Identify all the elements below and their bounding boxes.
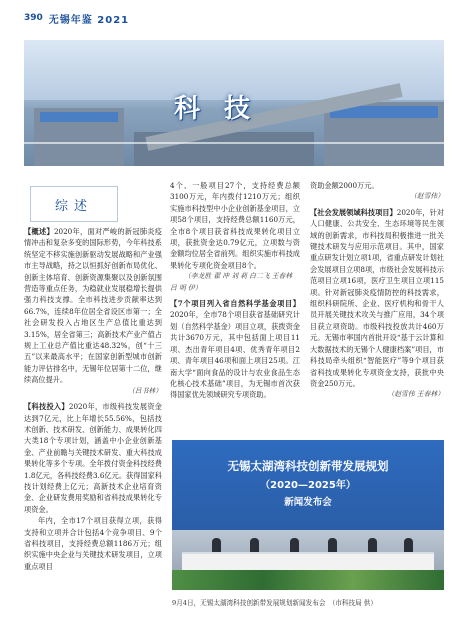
section-banner-image <box>24 40 444 166</box>
nsf-paragraph: 【7个项目列入省自然科学基金项目】2020年，全市78个项目获省基础研究计划（自然科学基金）项目立项，获拨资金共计3670万元，其中包括面上项目11项、杰出青年项目4项、优秀青年项目2项、青年项目46项和面上项目25项。江南大学“面向食品的设计与农业食品生态化核心技术基础”项目，为无锡市首次获得国家优先领域研究专项资助。 <box>170 299 300 400</box>
byline: （赵雪伟 王春林） <box>387 390 444 399</box>
column-1 <box>24 226 162 572</box>
overview-paragraph: 【概述】2020年，面对严峻的新冠肺炎疫情冲击和复杂多变的国际形势，今年科技系统坚定不移实施创新驱动发展战略和产业强市主导战略，持之以恒抓好创新布局优化、创新主体培育、创新资源集聚以及创新氛围营造等重点任务，为稳就业发展稳增长提供强力科技支撑。全市科技进步贡献率达到66.7%，连续8年位居全省设区市第一；全社会研发投入占地区生产总值比重达到3.15%，居全省第三；高新技术产业产值占规上工业总产值比重达48.32%，创“十三五”以来最高水平；在国家创新型城市创新能力评估排名中，无锡年位居第十二位，继续高位提升。 <box>24 227 162 385</box>
page-number: 390 <box>24 13 43 23</box>
yearbook-title: 无锡年鉴 2021 <box>48 14 130 26</box>
press-conference-photo <box>172 440 444 590</box>
photo-banner-line-3: 新闻发布会 <box>284 497 332 508</box>
column-3 <box>310 180 444 401</box>
section-title: 综述 <box>54 198 93 214</box>
byline: （吕书林） <box>128 386 162 395</box>
continued-paragraph: 4个、一般项目27个，支持经费总额3100万元，年内拨付1210万元；组织实施市科技型中小企业创新基金项目，立项58个项目，支持经费总额1160万元，全市8个项目获省科技成果转化项目立项，获批资金达0.79亿元，立项数与资金额均位居全省前列。组织实施市科技成果转化专项化资金项目8个。 <box>170 181 300 270</box>
page-header <box>24 8 129 28</box>
byline: （赵雪伟） <box>410 192 444 201</box>
photo-banner-line-1: 无锡太湖湾科技创新带发展规划 <box>227 459 389 473</box>
section-title-box <box>30 186 118 222</box>
photo-banner-line-2: （2020—2025年） <box>260 480 356 491</box>
byline: （李龙胜 翟 冲 刘 莉 白二飞 王春林 吕 明 伊） <box>170 272 293 292</box>
banner-title: 科技 <box>174 94 275 124</box>
photo-caption: 9月4日，无锡太湖湾科技创新带发展规划新闻发布会 （市科技局 供） <box>172 599 377 607</box>
column-2 <box>170 180 300 401</box>
social-dev-paragraph: 【社会发展领域科技项目】2020年，针对人口健康、公共安全、生态环境等民生领域的创新需求，市科技局积极推进一批关键技术研发与应用示范项目。其中，国家重点研发计划立项1项，省重点研发计划社会发展项目立项8项，市级社会发展科技示范项目立项16项，医疗卫生项目立项115项。针对新冠肺炎疫情防控的科技需求，组织科研院所、企业、医疗机构和骨干人员开展关键技术攻关与推广应用，34个项目获立项资助。市级科技投放共计460万元。无锡市率国内首批开设“基于云计算和大数据技术的无锡个人健康档案”项目，市科技局牵头组织“智能医疗”等9个项目获省科技成果转化专项资金支持，获批中央资金250万元。 <box>310 207 444 388</box>
projects-paragraph: 年内，全市17个项目获得立项，获得支持和立项并合计包括4个竞争项目、9个省科技项目，支持经费总额1186万元；组织实施中央企业与关键技术研发项目，立项重点项目 <box>24 516 162 571</box>
investment-paragraph: 【科技投入】2020年，市级科技发展资金达到7亿元，比上年增长55.56%，包括技术创新、技术研发、创新能力、成果转化四大类18个专项计划，涵盖中小企业创新基金、产业前瞻与关键技术研发、重大科技成果转化等多个专项。全年拨付资金科技经费1.8亿元，各科技经费3.6亿元。获得国家科技计划经费上亿元；高新技术企业培育资金、企业研发费用奖励和省科技成果转化专项资金。 <box>24 402 162 514</box>
continued-paragraph: 资助金额2000万元。 <box>310 181 379 190</box>
